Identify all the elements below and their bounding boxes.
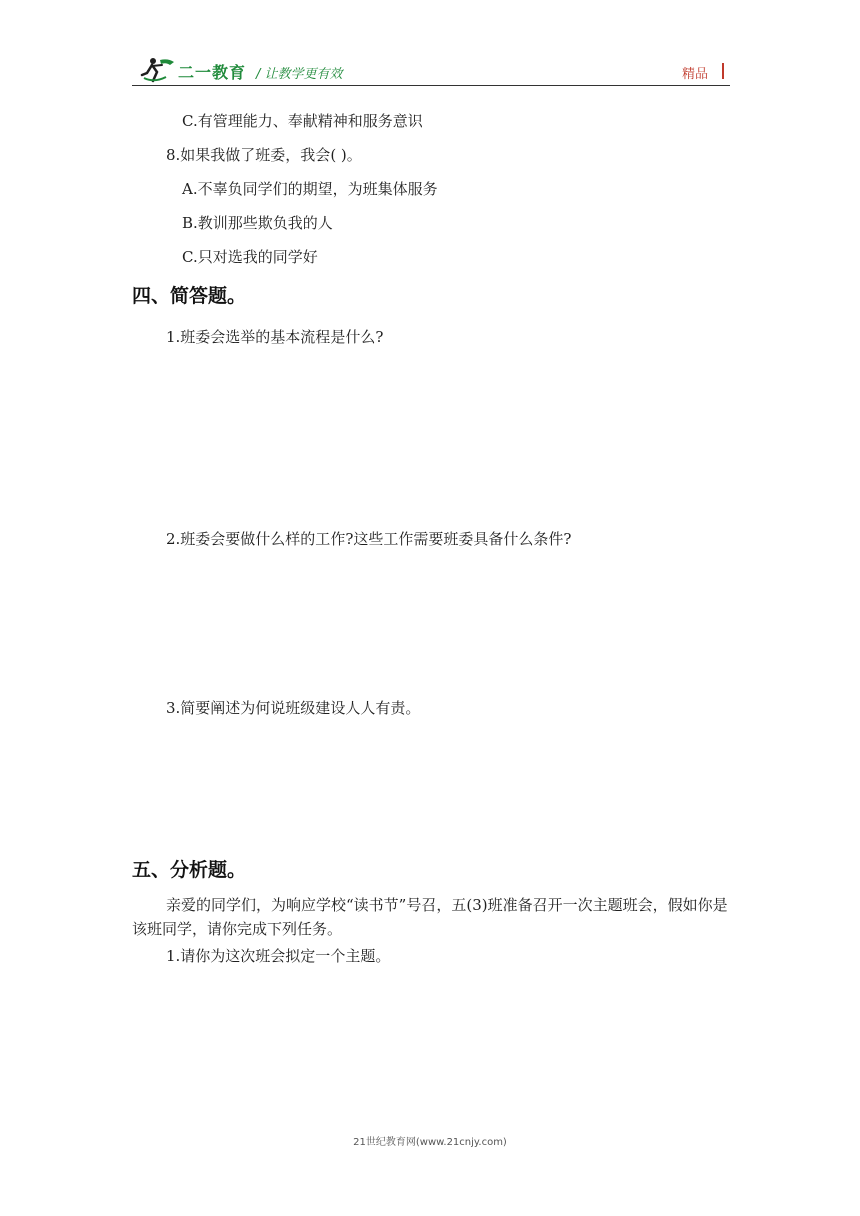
section-4-title: 四、简答题。: [132, 285, 247, 307]
q8-option-c: C.只对选我的同学好: [182, 248, 318, 266]
brand-name: 二一教育: [178, 63, 247, 82]
section-4-question-3: 3.简要阐述为何说班级建设人人有责。: [166, 699, 421, 717]
q8-option-a: A.不辜负同学们的期望，为班集体服务: [182, 180, 438, 198]
header-rule: [132, 85, 730, 86]
quality-badge: 精品: [681, 67, 708, 82]
section-5-intro: 亲爱的同学们，为响应学校“读书节”号召，五(3)班准备召开一次主题班会，假如你是该班同学，请你完成下列任务。: [132, 896, 728, 938]
q8-option-b: B.教训那些欺负我的人: [182, 214, 333, 232]
badge-divider: [722, 63, 724, 79]
section-5-title: 五、分析题。: [132, 859, 247, 881]
running-figure-logo-icon: [140, 56, 176, 84]
section-4-question-2: 2.班委会要做什么样的工作?这些工作需要班委具备什么条件?: [166, 530, 572, 548]
page-footer: 21世纪教育网(www.21cnjy.com): [353, 1137, 507, 1148]
q7-option-c: C.有管理能力、奉献精神和服务意识: [182, 112, 423, 130]
q8-stem: 8.如果我做了班委，我会( )。: [166, 146, 362, 164]
section-5-question-1: 1.请你为这次班会拟定一个主题。: [166, 947, 391, 965]
page-header: [132, 52, 730, 86]
section-4-question-1: 1.班委会选举的基本流程是什么?: [166, 328, 384, 346]
brand-slogan: / 让教学更有效: [256, 67, 343, 82]
